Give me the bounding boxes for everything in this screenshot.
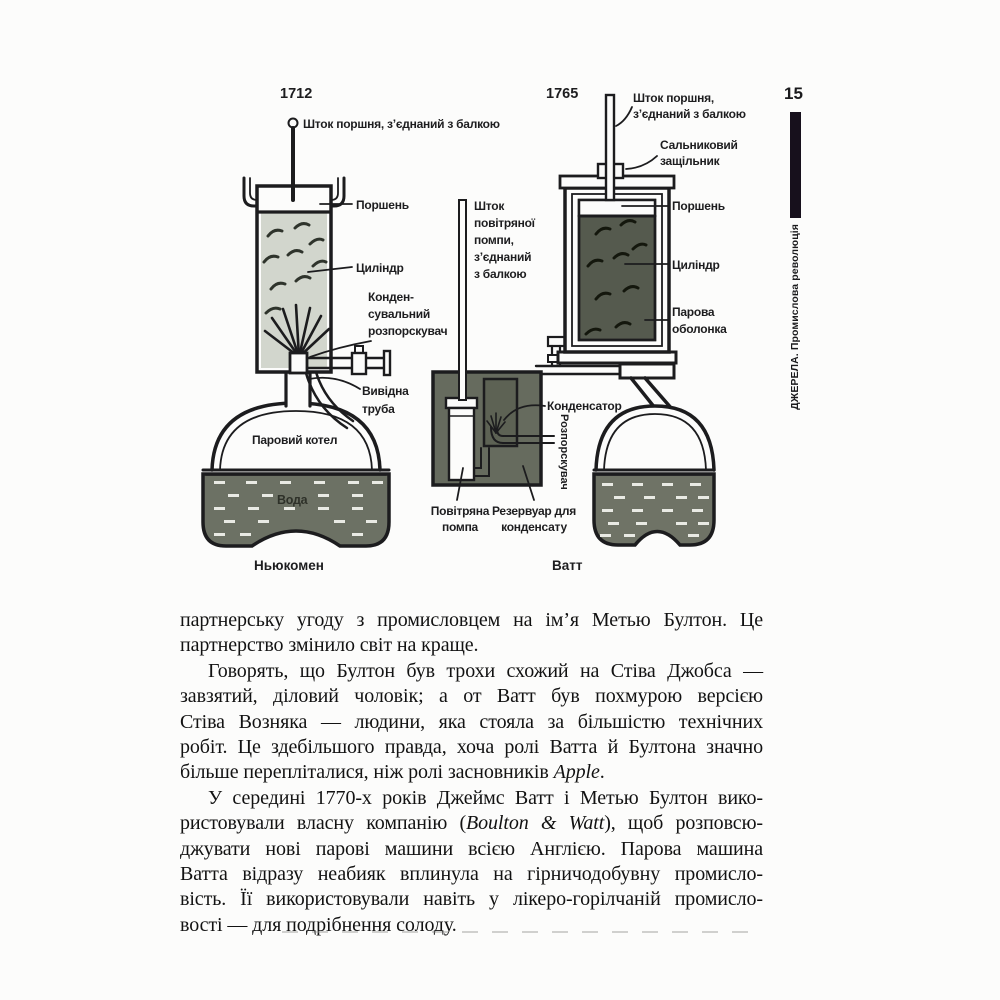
watt-pump-rod-label — [474, 198, 535, 283]
newcomen-rod-label: Шток поршня, з’єднаний з балкою — [303, 117, 500, 131]
label-line: сувальний — [368, 307, 430, 321]
watt-piston-label: Поршень — [672, 199, 725, 213]
watt-piston-rod — [606, 95, 614, 200]
newcomen-year: 1712 — [280, 86, 313, 102]
label-line: труба — [362, 402, 395, 416]
watt-cylinder-label: Циліндр — [672, 258, 720, 272]
label-line: Конден- — [368, 290, 414, 304]
watt-reservoir-label — [491, 503, 577, 535]
watt-condenser-label: Конденсатор — [547, 399, 622, 413]
page-number: 15 — [784, 84, 803, 103]
body-line: вість. Її використовували навіть у лікеро-горілчаній промисло- — [180, 888, 763, 911]
newcomen-caption: Ньюкомен — [254, 558, 324, 573]
label-line: Повітряна — [430, 504, 490, 518]
watt-gland-label — [660, 137, 738, 169]
newcomen-outlet-label — [362, 382, 409, 418]
label-line: повітряної — [474, 216, 535, 230]
body-line: вості — для подрібнення солоду. — [180, 913, 457, 936]
label-line: з балкою — [474, 267, 527, 281]
newcomen-piston-label: Поршень — [356, 198, 409, 212]
watt-caption: Ватт — [552, 558, 583, 573]
scan-edge-artifact — [282, 931, 750, 933]
body-line: джувати нові парові машини всією Англією. Парова машина — [180, 837, 763, 860]
label-line: розпорскувач — [368, 324, 448, 338]
watt-year: 1765 — [546, 86, 579, 102]
newcomen-engine-drawing — [203, 119, 390, 547]
newcomen-water-label: Вода — [277, 493, 308, 507]
label-line: Сальниковий — [660, 138, 738, 152]
body-line: більше перепліталися, ніж ролі засновників Apple. — [180, 761, 605, 784]
body-line: Говорять, що Бултон був трохи схожий на Стіва Джобса — — [208, 659, 763, 682]
label-line: защільник — [660, 154, 720, 168]
watt-sprayer-label: Розпорскувач — [558, 414, 570, 490]
label-line: Парова — [672, 305, 715, 319]
running-sidebar-title — [786, 226, 804, 408]
label-line: Резервуар для — [491, 504, 577, 518]
body-line: Стіва Возняка — людини, яка стояла за більшістю технічних — [180, 710, 763, 733]
label-line: з’єднаний — [474, 250, 532, 264]
label-line: конденсату — [501, 520, 567, 534]
body-line: завзятий, діловий чоловік; а от Ватт був похмурою версією — [180, 685, 763, 708]
body-line: партнерську угоду з промисловцем на ім’я Метью Бултон. Це — [180, 609, 763, 631]
watt-rod-label — [633, 90, 746, 122]
watt-air-pump — [446, 398, 477, 480]
body-line: ристовували власну компанію (Boulton & Watt), щоб розповсю- — [180, 812, 763, 835]
body-text — [180, 608, 763, 938]
label-line: Шток — [474, 199, 505, 213]
label-line: помпи, — [474, 233, 514, 247]
newcomen-boiler-label: Паровий котел — [252, 433, 338, 447]
label-line: помпа — [442, 520, 478, 534]
watt-air-pump-label — [430, 503, 490, 535]
watt-pump-rod — [459, 200, 466, 400]
label-line: Шток поршня, — [633, 91, 714, 105]
label-line: з’єднаний з балкою — [633, 107, 746, 121]
newcomen-sprayer-label — [368, 289, 447, 340]
running-sidebar-text: ДЖЕРЕЛА. Промислова революція — [789, 224, 801, 410]
body-line: робіт. Це здебільшого правда, хоча ролі Ватта й Бултона значно — [180, 736, 763, 759]
label-line: оболонка — [672, 322, 727, 336]
watt-boiler — [594, 406, 714, 545]
body-line: Ватта відразу неабияк вплинула на гірничодобувну промисло- — [180, 863, 763, 886]
newcomen-cylinder-label: Циліндр — [356, 261, 404, 275]
watt-condenser-tank — [433, 372, 554, 485]
watt-jacket-label — [672, 304, 727, 338]
label-line: Вивідна — [362, 384, 409, 398]
body-line: У середині 1770-х років Джеймс Ватт і Метью Бултон вико- — [208, 786, 763, 809]
chapter-marker-bar — [790, 112, 801, 218]
newcomen-boiler — [203, 403, 389, 546]
body-line: партнерство змінило світ на краще. — [180, 634, 479, 657]
